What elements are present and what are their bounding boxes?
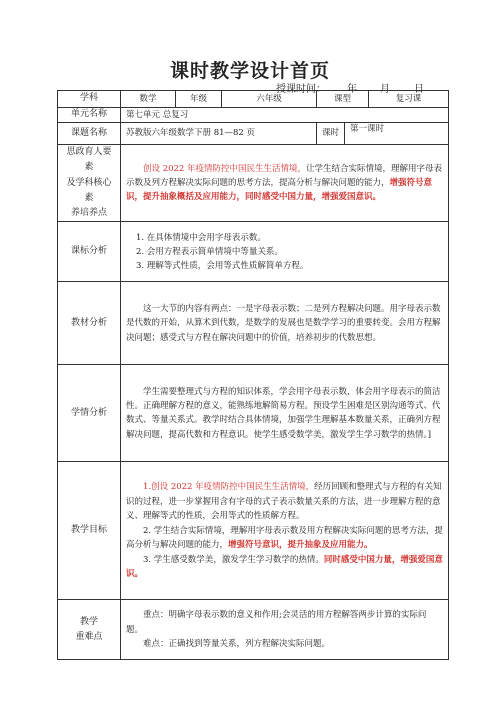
keypoints-row [58, 600, 449, 660]
goals-row [58, 462, 449, 600]
lesson-row [58, 123, 449, 145]
goal-1-text: 经历回顾和整理式与方程的有关知识的过程，进一步掌握用含有字母的式子表示数量关系的方法，进一步理解方程的意义、理解等式的性质，会用等式的性质解方程。 [126, 482, 442, 522]
type-label: 课型 [317, 91, 369, 108]
difficult-point: 难点：正确找到等量关系，列方程解决实际问题。 [143, 639, 331, 650]
keypoints-label-line: 教学 [79, 616, 98, 627]
goals-content [121, 462, 449, 600]
ideology-row [58, 145, 449, 222]
goal-3-red-text: 同时感受中国力量，增强爱国意识。 [126, 554, 443, 580]
unit-label: 单元名称 [58, 108, 121, 123]
textbook-text: 这一大节的内容有两点：一是字母表示数；二是列方程解决问题。用字母表示数是代数的开始，从算术到代数，是数学的发展也是数学学习的重要转变。会用方程解决问题；感受式与方程在解决问题中的价值，培养初步的代数思想。 [126, 303, 441, 343]
period-label: 课时 [317, 123, 345, 145]
ideology-label-line: 养培养点 [70, 208, 107, 219]
lesson-label: 课题名称 [58, 123, 121, 145]
ideology-bold-text: 增强符号意识，提升抽象概括及应用能力，同时感受中国力量，增强爱国意识。 [126, 178, 433, 203]
day-label: 日 [414, 84, 424, 95]
unit-value: 第七单元 总复习 [121, 108, 449, 123]
goal-3 [126, 553, 443, 582]
year-label: 年 [347, 84, 357, 95]
key-point: 重点：明确字母表示数的意义和作用;会灵活的用方程解答两步计算的实际问题。 [126, 610, 427, 635]
ideology-text: 让学生结合实际情境，理解用字母表示数及列方程解决实际问题的思考方法，提高分析与解决问题的能力， [126, 163, 443, 189]
ideology-red-text: 创设 2022 年疫情防控中国民生生活情境， [143, 163, 307, 174]
curriculum-item: 3. 理解等式性质，会用等式性质解简单方程。 [136, 261, 309, 272]
page-title: 课时教学设计首页 [169, 60, 330, 82]
ideology-label [58, 145, 121, 222]
keypoints-label-line: 重难点 [75, 631, 103, 642]
type-value: 复习课 [369, 91, 449, 108]
goals-label: 教学目标 [58, 462, 121, 600]
ideology-label-line: 思政育人要素 [66, 147, 112, 173]
ideology-content [121, 145, 449, 222]
textbook-label: 教材分析 [58, 282, 121, 365]
grade-value: 六年级 [222, 91, 317, 108]
curriculum-row [58, 222, 449, 282]
students-text: 学生需要整理式与方程的知识体系，学会用字母表示数，体会用字母表示的简洁性。正确理解方程的意义，能熟练地解简易方程。预设学生困难是区别沟通等式、代数式、等量关系式。教学时结合具体情境，加强学生理解基本数量关系，正确列方程解决问题，提高代数和方程意识。使学生感受数学美，激发学生学习数学的热情。] [126, 386, 441, 440]
goal-1-red-text: 创设 2022 年疫情防控中国民生生活情境， [151, 482, 315, 493]
students-label: 学情分析 [58, 365, 121, 462]
period-value: 第一课时 [345, 123, 449, 145]
date-label: 授课时间： [276, 84, 326, 95]
textbook-row [58, 282, 449, 365]
header-row [58, 91, 449, 108]
unit-row [58, 108, 449, 123]
students-row [58, 365, 449, 462]
textbook-content [121, 282, 449, 365]
subject-label: 学科 [58, 91, 121, 108]
lesson-value: 苏教版六年级数学下册 81—82 页 [121, 123, 317, 145]
goal-2 [126, 524, 443, 553]
month-label: 月 [380, 84, 390, 95]
lesson-design-table [57, 90, 449, 660]
goal-3-text: 3. 学生感受数学美，激发学生学习数学的热情。 [143, 554, 324, 565]
ideology-label-line: 及学科核心素 [66, 177, 112, 203]
keypoints-content [121, 600, 449, 660]
goal-1 [126, 480, 443, 523]
curriculum-label: 课标分析 [58, 222, 121, 282]
curriculum-item: 1. 在具体情境中会用字母表示数。 [136, 232, 266, 243]
curriculum-item: 2. 会用方程表示简单情境中等量关系。 [136, 246, 283, 257]
goal-2-red-text: 增强符号意识，提升抽象及应用能力。 [228, 540, 373, 551]
grade-label: 年级 [176, 91, 222, 108]
subject-value: 数学 [121, 91, 176, 108]
keypoints-label [58, 600, 121, 660]
curriculum-content [121, 222, 449, 282]
students-content [121, 365, 449, 462]
goal-1-prefix: 1. [143, 482, 152, 493]
goal-2-text: 2. 学生结合实际情境，理解用字母表示数及用方程解决实际问题的思考方法，提高分析与解决问题的能力， [126, 525, 443, 551]
